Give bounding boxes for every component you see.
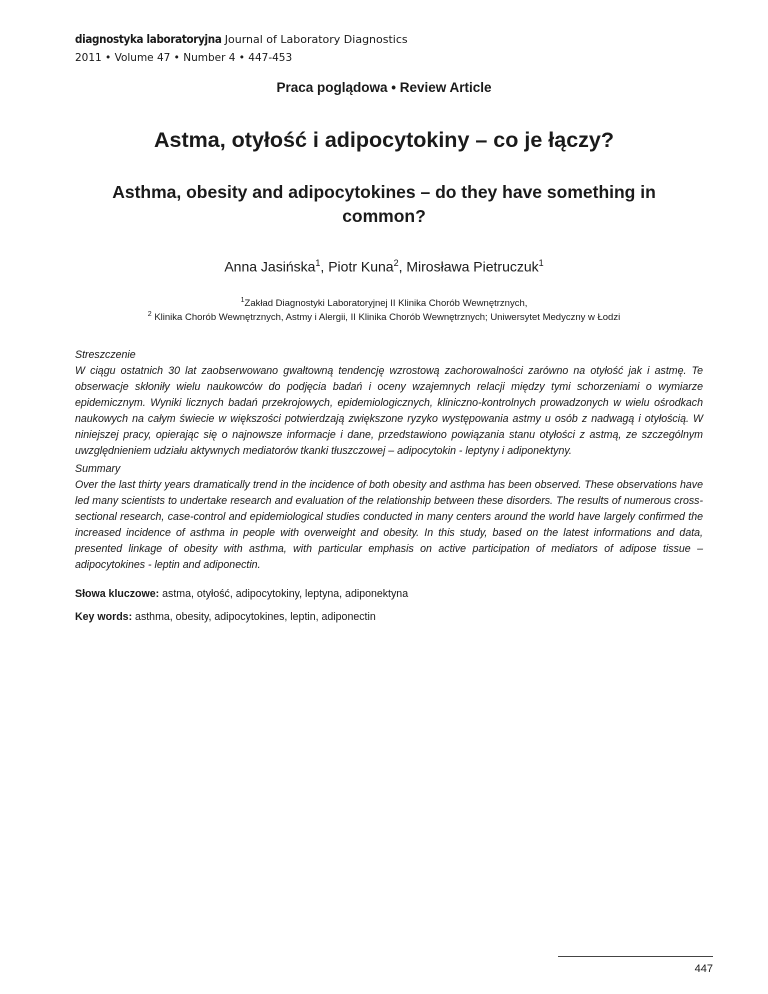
article-type: Praca poglądowa • Review Article xyxy=(276,80,492,95)
footer-divider xyxy=(558,956,713,957)
affiliation-text: Klinika Chorób Wewnętrznych, Astmy i Alergii, II Klinika Chorób Wewnętrznych; Uniwersytet Medyczny w Łodzi xyxy=(151,312,621,324)
page-number: 447 xyxy=(694,963,713,975)
title-english: Asthma, obesity and adipocytokines – do they have something in common? xyxy=(112,182,656,226)
journal-title-line xyxy=(75,30,408,49)
abstract-text: W ciągu ostatnich 30 lat zaobserwowano gwałtowną tendencję wzrostową zachorowalności zarówno na otyłość jak i astmę. Te obserwacje skłoniły wielu naukowców do podjęcia badań i oceny wzajemnych relacji między tymi schorzeniami o wymiarze epidemicznym. Wyniki licznych badań przekrojowych, epidemiologicznych, kliniczno-kontrolnych prowadzonych w wielu ośrodkach naukowych na całym świecie w większości potwierdzają zwiększone ryzyko występowania astmy u osób z nadwagą i otyłością. W niniejszej pracy, opierając się o najnowsze informacje i dane, przedstawiono powiązania stanu otyłości z astmą, ze szczególnym uwzględnieniem udziału aktywnych mediatorów tkanki tłuszczowej – adipocytokin - leptyny i adiponektyny. xyxy=(75,365,703,457)
author-affiliation-marker: 1 xyxy=(538,258,544,268)
keywords-label: Key words: xyxy=(75,611,133,623)
affiliation-marker: 1 xyxy=(240,297,245,304)
keywords-polish xyxy=(75,588,703,600)
abstract-polish xyxy=(75,347,703,459)
keywords-text: asthma, obesity, adipocytokines, leptin, adiponectin xyxy=(132,611,376,623)
affiliation-text: Zakład Diagnostyki Laboratoryjnej II Klinika Chorób Wewnętrznych, xyxy=(244,298,528,310)
keywords-text: astma, otyłość, adipocytokiny, leptyna, adiponektyna xyxy=(159,588,409,600)
keywords-english xyxy=(75,611,703,623)
affiliation-marker: 2 xyxy=(147,311,152,318)
affiliation xyxy=(0,311,768,323)
author-separator: , xyxy=(320,258,329,275)
abstract-text: Over the last thirty years dramatically trend in the incidence of both obesity and asthma has been observed. These observations have led many scientists to undertake research and evaluation of the relationship between these disorders. The results of numerous cross-sectional research, case-control and epidemiological studies conducted in many centers around the world have largely confirmed the increased incidence of asthma in people with overweight and obesity. In this study, based on the latest informations and data, presented linkage of obesity with asthma, with particular emphasis on active participation of mediators of adipose tissue – adipocytokines - leptin and adiponectin. xyxy=(75,479,703,571)
journal-meta: 2011 • Volume 47 • Number 4 • 447-453 xyxy=(75,52,293,64)
author-affiliation-marker: 1 xyxy=(315,258,321,268)
author-separator: , xyxy=(398,258,407,275)
author-name: Piotr Kuna xyxy=(328,258,394,275)
title-polish: Astma, otyłość i adipocytokiny – co je łączy? xyxy=(153,128,614,152)
abstract-heading: Summary xyxy=(75,463,121,475)
abstract-heading: Streszczenie xyxy=(75,349,136,361)
abstract-english xyxy=(75,461,703,573)
affiliation xyxy=(0,297,768,309)
keywords-label: Słowa kluczowe: xyxy=(75,588,160,600)
author-name: Mirosława Pietruczuk xyxy=(406,258,539,275)
author-name: Anna Jasińska xyxy=(224,258,316,275)
journal-name-pl: diagnostyka laboratoryjna xyxy=(75,32,222,46)
journal-name-en: Journal of Laboratory Diagnostics xyxy=(224,33,408,46)
author-affiliation-marker: 2 xyxy=(393,258,399,268)
author-list xyxy=(0,258,768,275)
journal-header xyxy=(75,30,408,67)
